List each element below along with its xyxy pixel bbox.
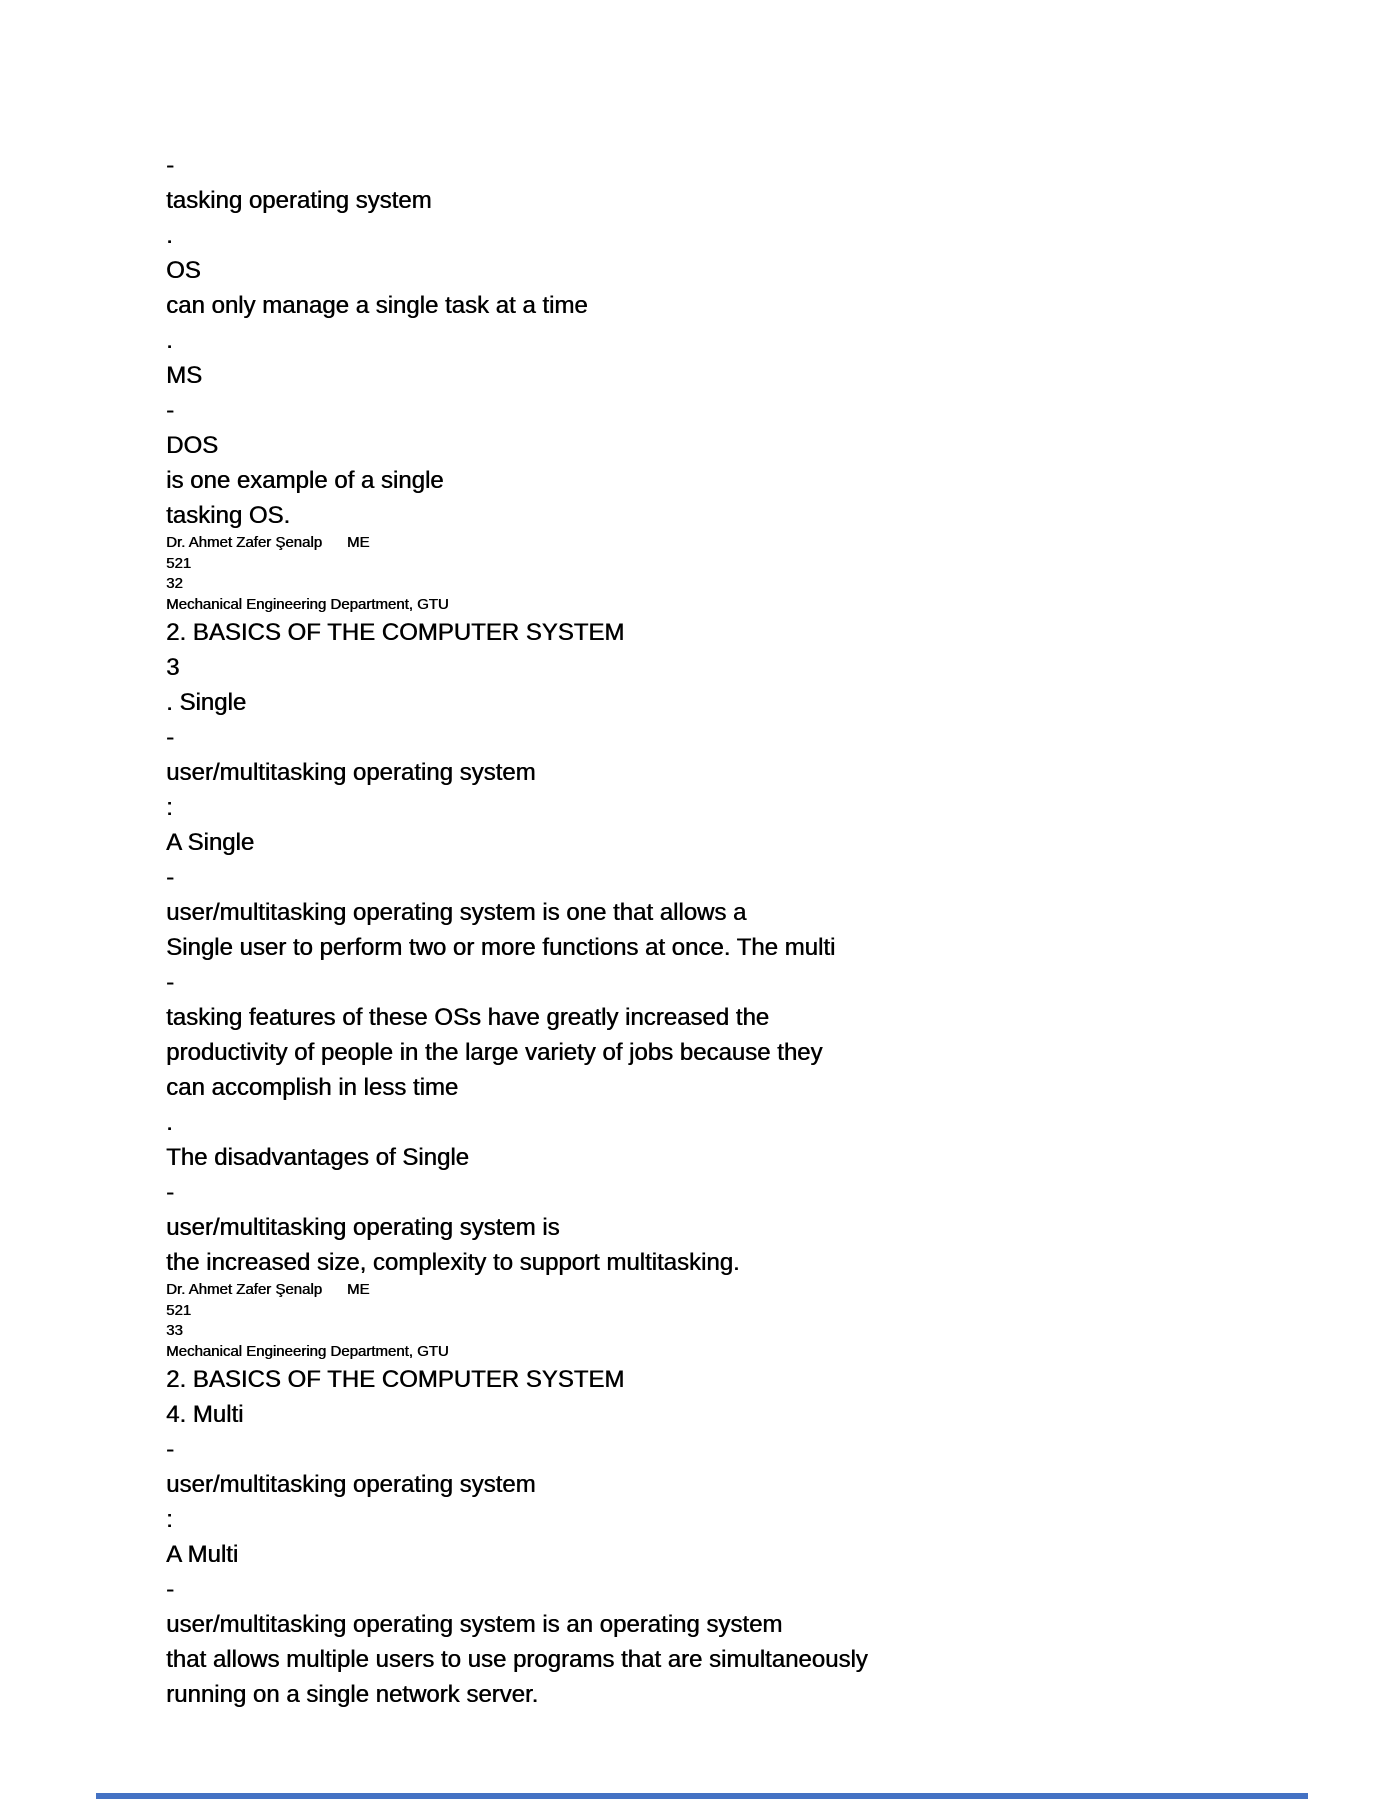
body-line: - bbox=[166, 397, 174, 424]
body-line: 2. BASICS OF THE COMPUTER SYSTEM bbox=[166, 619, 625, 646]
body-line: OS bbox=[166, 257, 201, 284]
footer-line: Mechanical Engineering Department, GTU bbox=[166, 595, 449, 613]
body-line: . bbox=[166, 327, 173, 354]
body-line: tasking operating system bbox=[166, 187, 432, 214]
body-line: can accomplish in less time bbox=[166, 1074, 459, 1101]
body-line: that allows multiple users to use programs that are simultaneously bbox=[166, 1646, 868, 1673]
body-line: DOS bbox=[166, 432, 219, 459]
body-line: : bbox=[166, 1506, 173, 1533]
body-line: Single user to perform two or more functions at once. The multi bbox=[166, 934, 836, 961]
body-line: productivity of people in the large variety of jobs because they bbox=[166, 1039, 823, 1066]
bottom-accent-bar bbox=[96, 1793, 1308, 1799]
body-line: MS bbox=[166, 362, 202, 389]
body-line: user/multitasking operating system bbox=[166, 759, 536, 786]
body-line: The disadvantages of Single bbox=[166, 1144, 469, 1171]
body-line: user/multitasking operating system is an operating system bbox=[166, 1611, 783, 1638]
footer-line: 521 bbox=[166, 554, 192, 572]
body-line: running on a single network server. bbox=[166, 1681, 539, 1708]
body-line: 4. Multi bbox=[166, 1401, 244, 1428]
footer-line: Dr. Ahmet Zafer Şenalp ME bbox=[166, 534, 370, 551]
body-line: tasking OS. bbox=[166, 502, 291, 529]
body-line: - bbox=[166, 1436, 174, 1463]
body-line: user/multitasking operating system bbox=[166, 1471, 536, 1498]
body-line: - bbox=[166, 969, 174, 996]
body-line: is one example of a single bbox=[166, 467, 444, 494]
body-line: user/multitasking operating system is bbox=[166, 1214, 560, 1241]
document-text bbox=[166, 148, 1331, 1712]
body-line: - bbox=[166, 1576, 174, 1603]
footer-line: Dr. Ahmet Zafer Şenalp ME bbox=[166, 1281, 370, 1298]
footer-line: 32 bbox=[166, 575, 183, 592]
body-line: . bbox=[166, 1109, 173, 1136]
body-line: - bbox=[166, 724, 174, 751]
body-line: can only manage a single task at a time bbox=[166, 292, 588, 319]
footer-line: 521 bbox=[166, 1301, 192, 1319]
body-line: - bbox=[166, 1179, 174, 1206]
body-line: 3 bbox=[166, 654, 180, 681]
body-line: A Single bbox=[166, 829, 255, 856]
body-line: - bbox=[166, 152, 174, 179]
body-line: tasking features of these OSs have greatly increased the bbox=[166, 1004, 770, 1031]
body-line: . Single bbox=[166, 689, 247, 716]
footer-line: 33 bbox=[166, 1322, 183, 1339]
body-line: user/multitasking operating system is one that allows a bbox=[166, 899, 747, 926]
body-line: - bbox=[166, 864, 174, 891]
body-line: 2. BASICS OF THE COMPUTER SYSTEM bbox=[166, 1366, 625, 1393]
body-line: A Multi bbox=[166, 1541, 239, 1568]
body-line: . bbox=[166, 222, 173, 249]
footer-line: Mechanical Engineering Department, GTU bbox=[166, 1342, 449, 1360]
body-line: : bbox=[166, 794, 173, 821]
body-line: the increased size, complexity to support multitasking. bbox=[166, 1249, 740, 1276]
